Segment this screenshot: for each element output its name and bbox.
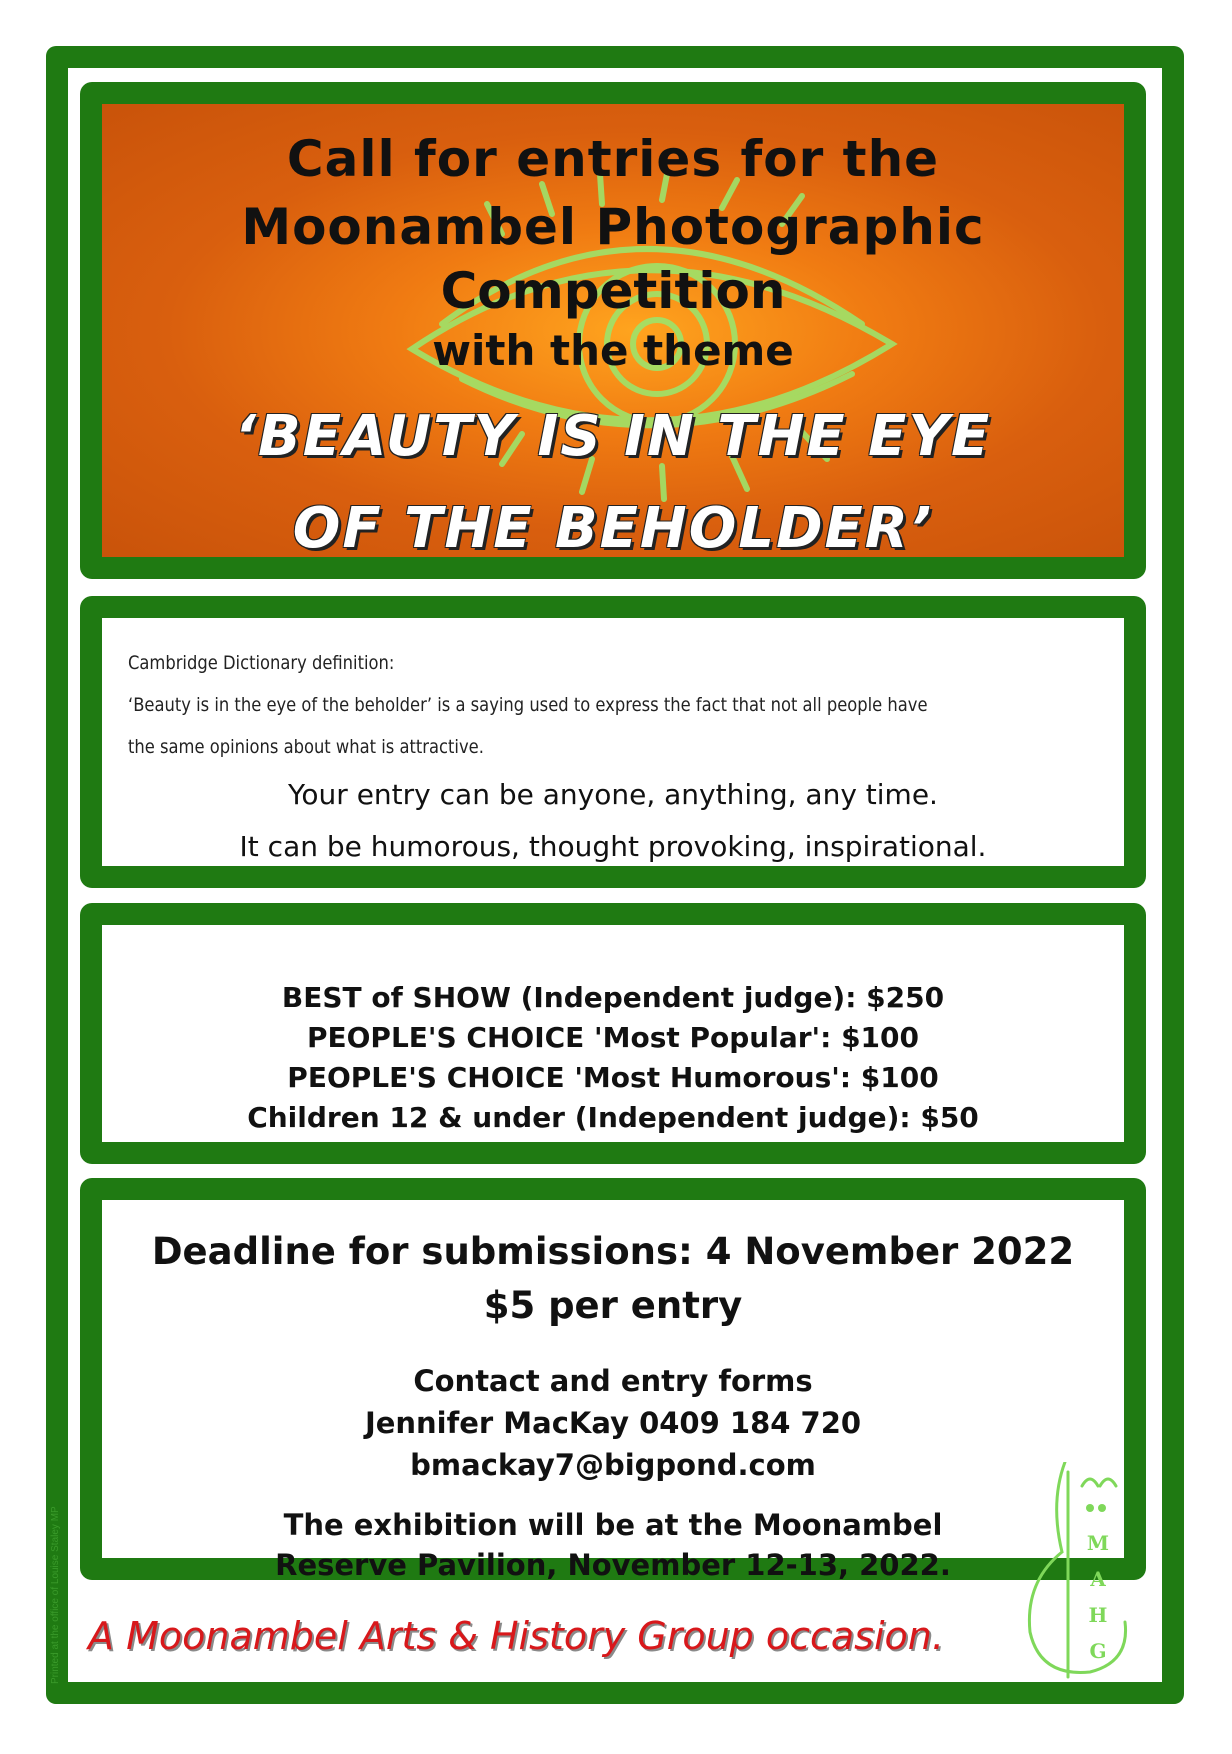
printed-by-note: Printed at the office of Louise Staley MP xyxy=(50,1506,61,1684)
theme-line-2: OF THE BEHOLDER’ xyxy=(292,496,934,557)
deadline-panel xyxy=(80,1178,1146,1580)
logo-letter: A xyxy=(1090,1567,1106,1591)
definition-text-line-2: the same opinions about what is attractive. xyxy=(128,736,484,758)
prizes-panel xyxy=(80,903,1146,1164)
logo-letter: G xyxy=(1089,1639,1107,1663)
entry-fee: $5 per entry xyxy=(483,1284,743,1327)
header-line-1: Call for entries for the xyxy=(286,130,940,188)
logo-letter: M xyxy=(1086,1531,1110,1555)
contact-email[interactable]: bmackay7@bigpond.com xyxy=(410,1448,816,1482)
header-line-2: Moonambel Photographic xyxy=(241,198,985,256)
header-line-4: with the theme xyxy=(432,326,794,375)
contact-label: Contact and entry forms xyxy=(413,1364,813,1398)
deadline-text: Deadline for submissions: 4 November 2022 xyxy=(151,1230,1075,1273)
prize-item: Children 12 & under (Independent judge): $50 xyxy=(247,1101,979,1134)
header-line-3: Competition xyxy=(440,262,786,320)
definition-text-line-1: ‘Beauty is in the eye of the beholder’ is a saying used to express the fact that not all people have xyxy=(128,694,928,716)
prize-item: BEST of SHOW (Independent judge): $250 xyxy=(281,981,945,1014)
footer-tagline: A Moonambel Arts & History Group occasion. xyxy=(88,1614,944,1658)
logo-letter: H xyxy=(1088,1603,1108,1627)
definition-source: Cambridge Dictionary definition: xyxy=(128,652,395,674)
mahg-logo-icon xyxy=(1020,1462,1140,1682)
definition-panel xyxy=(80,596,1146,888)
contact-name-phone: Jennifer MacKay 0409 184 720 xyxy=(364,1406,862,1440)
exhibition-line-1: The exhibition will be at the Moonambel xyxy=(283,1508,943,1542)
prize-item: PEOPLE'S CHOICE 'Most Humorous': $100 xyxy=(287,1061,939,1094)
entry-description-line-2: It can be humorous, thought provoking, inspirational. xyxy=(239,830,987,863)
prize-item: PEOPLE'S CHOICE 'Most Popular': $100 xyxy=(306,1021,919,1054)
header-background xyxy=(102,104,1124,557)
header-panel xyxy=(80,82,1146,579)
theme-line-1: ‘BEAUTY IS IN THE EYE xyxy=(234,404,992,469)
exhibition-line-2: Reserve Pavilion, November 12-13, 2022. xyxy=(275,1548,951,1582)
entry-description-line-1: Your entry can be anyone, anything, any time. xyxy=(288,778,938,811)
